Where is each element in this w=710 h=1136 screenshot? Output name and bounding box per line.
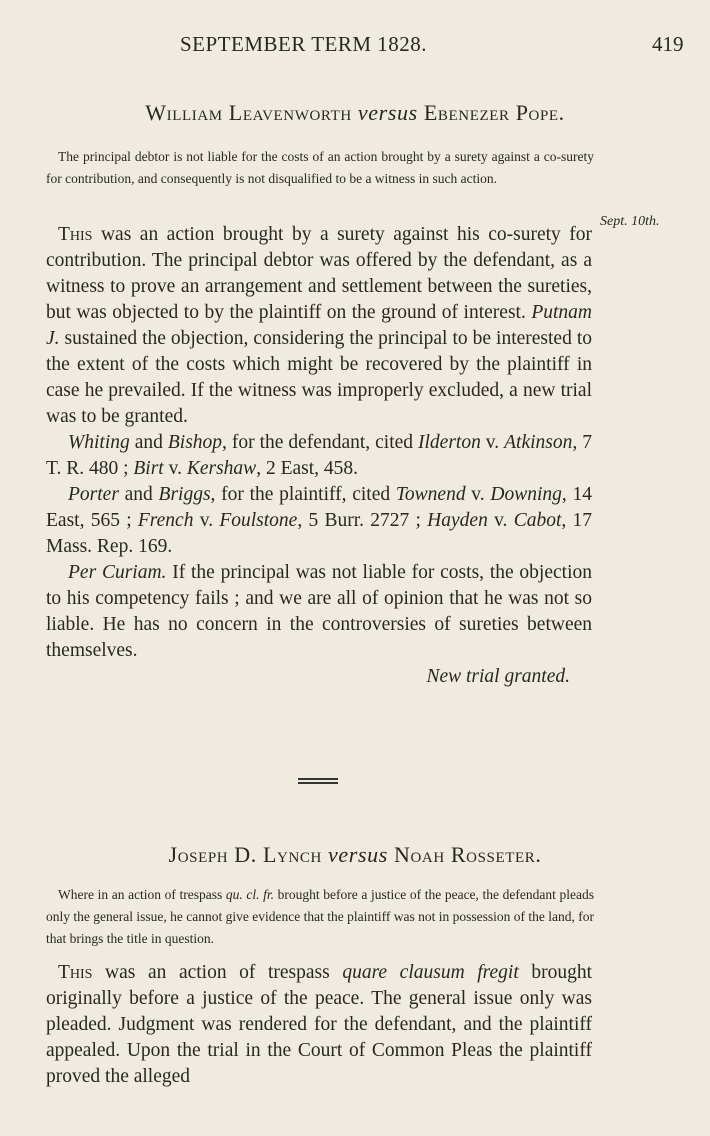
case2-plaintiff: Joseph D. Lynch [168, 842, 322, 867]
connector: and [129, 432, 168, 453]
connector: v. [480, 432, 505, 453]
case2-p1-c: brought originally before a justice of the peace. The general issue only was pleaded. Judgment was rendered for the defendant, and the plaintiff appealed. Upon the trial in the Court of Common Pleas the plaintiff proved the alleged [46, 962, 593, 1087]
connector: v. [193, 510, 220, 531]
page-number: 419 [652, 32, 684, 56]
case2-p1-b: quare clausum fregit [342, 962, 519, 983]
case2-headnote [46, 884, 594, 950]
case1-disposition: New trial granted. [426, 666, 570, 687]
case2-headnote-a: Where in an action of trespass [58, 887, 226, 902]
opinion-text: If the principal was not liable for costs, the objection to his competency fails ; and we are all of opinion that he was not so liable. He has no concern in the controversies of sureties between themselves. [46, 562, 592, 661]
connector: and [118, 484, 159, 505]
case1-title [0, 100, 710, 126]
counsel-name: Bishop [167, 432, 223, 453]
section-divider [298, 778, 338, 786]
case1-paragraph-2 [46, 430, 592, 482]
case2-p1-lead: This [58, 962, 93, 983]
case2-versus: versus [328, 842, 388, 867]
case2-p1-a: was an action of trespass [92, 962, 343, 983]
case2-body [46, 960, 592, 1090]
connector: v. [465, 484, 491, 505]
case-party: Hayden [427, 510, 488, 531]
case-party: Downing [490, 484, 562, 505]
case1-defendant: Ebenezer Pope. [423, 100, 565, 125]
case1-paragraph-1 [46, 222, 592, 430]
per-curiam: Per Curiam. [68, 562, 167, 583]
citation: , 2 East, 458. [256, 458, 359, 479]
citation: , 17 Mass. Rep. 169. [46, 510, 592, 557]
running-head [0, 32, 710, 60]
case-party: Foulstone [219, 510, 298, 531]
case1-body [46, 222, 592, 690]
connector: v. [487, 510, 514, 531]
margin-date: Sept. 10th. [600, 214, 660, 229]
case-party: French [137, 510, 194, 531]
case2-title [0, 842, 710, 868]
case1-paragraph-3 [46, 482, 592, 560]
case1-headnote-text: The principal debtor is not liable for the costs of an action brought by a surety against a co-surety for contribution, and consequently is not disqualified to be a witness in such action. [46, 149, 594, 186]
running-head-title: SEPTEMBER TERM 1828. [180, 32, 428, 56]
case1-versus: versus [357, 100, 418, 125]
case1-paragraph-4 [46, 560, 592, 664]
case-party: Ilderton [418, 432, 481, 453]
case1-headnote [46, 146, 594, 190]
case-party: Birt [133, 458, 164, 479]
case-party: Townend [395, 484, 466, 505]
connector: v. [163, 458, 187, 479]
case-party: Kershaw [186, 458, 257, 479]
case2-paragraph-1 [46, 960, 592, 1090]
case1-p1-judge: Putnam J. [46, 302, 592, 349]
case1-plaintiff: William Leavenworth [145, 100, 352, 125]
text: , for the plaintiff, cited [210, 484, 396, 505]
case2-headnote-c: brought before a justice of the peace, the defendant pleads only the general issue, he cannot give evidence that the plaintiff was not in possession of the land, for that brings the title in question. [46, 887, 594, 946]
counsel-name: Porter [68, 484, 119, 505]
case-party: Cabot [513, 510, 562, 531]
citation: , 5 Burr. 2727 ; [297, 510, 428, 531]
case1-p1-text-b: sustained the objection, considering the principal to be interested to the extent of the costs which might be recovered by the plaintiff in case he prevailed. If the witness was improperly excluded, a new trial was to be granted. [46, 328, 592, 427]
case-party: Atkinson [504, 432, 573, 453]
case1-p1-lead: This [58, 224, 93, 245]
text: , for the defendant, cited [222, 432, 418, 453]
counsel-name: Briggs [158, 484, 211, 505]
case2-headnote-b: qu. cl. fr. [225, 887, 275, 902]
counsel-name: Whiting [68, 432, 130, 453]
case1-p1-text-a: was an action brought by a surety against his co-surety for contribution. The principal debtor was offered by the defendant, as a witness to prove an arrangement and settlement between the sureties, but was objected to by the plaintiff on the ground of interest. [46, 224, 592, 323]
citation: , 7 T. R. 480 ; [46, 432, 592, 479]
case2-defendant: Noah Rosseter. [393, 842, 542, 867]
citation: , 14 East, 565 ; [46, 484, 593, 531]
